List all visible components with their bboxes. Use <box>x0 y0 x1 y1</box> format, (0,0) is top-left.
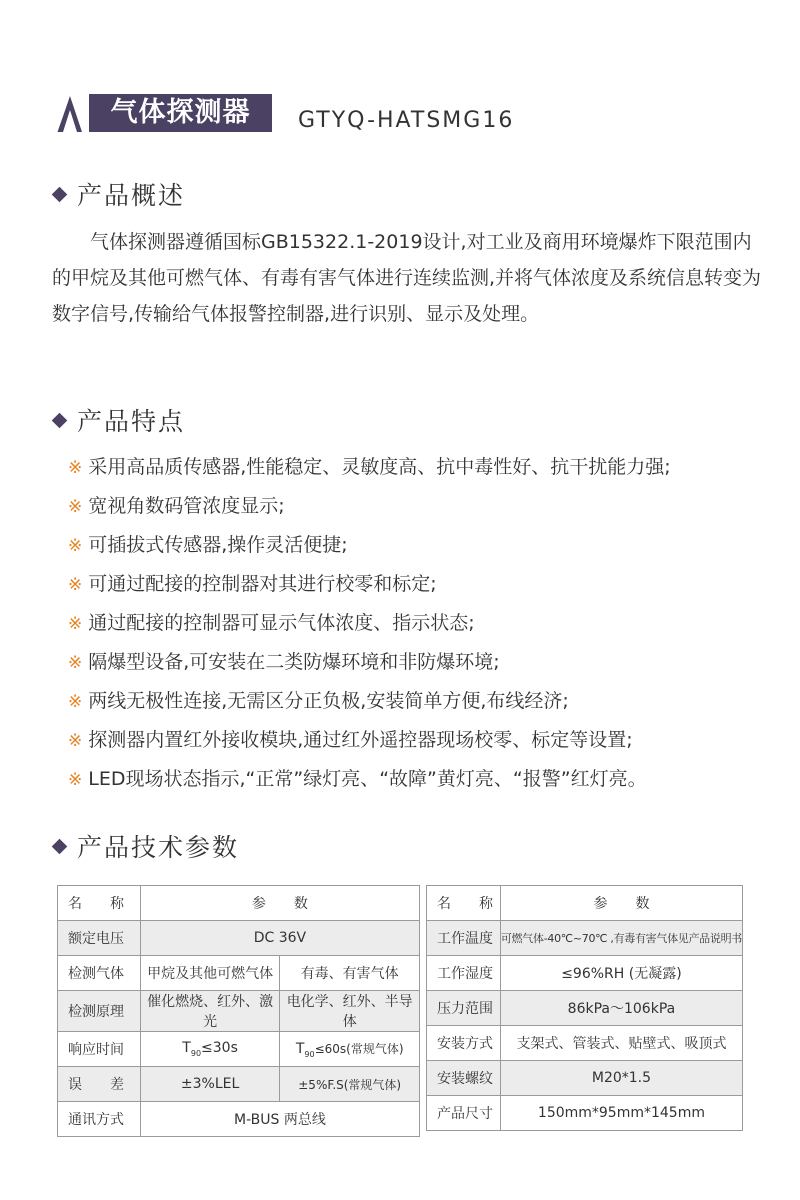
table-row: 额定电压 DC 36V <box>58 921 420 956</box>
table-row: 压力范围 86kPa～106kPa <box>427 991 743 1026</box>
section-title: 产品特点 <box>77 407 186 436</box>
specs-heading <box>52 828 239 864</box>
brand-logo-icon <box>57 94 83 134</box>
table-header-param: 参 数 <box>500 886 742 921</box>
reference-mark-icon: ※ <box>68 692 83 712</box>
reference-mark-icon: ※ <box>68 770 83 790</box>
table-row <box>427 886 743 921</box>
table-header-param: 参 数 <box>140 886 419 921</box>
table-header-name: 名 称 <box>58 886 141 921</box>
reference-mark-icon: ※ <box>68 614 83 634</box>
reference-mark-icon: ※ <box>68 497 83 517</box>
list-item: ※ 两线无极性连接,无需区分正负极,安装简单方便,布线经济; <box>68 690 569 712</box>
reference-mark-icon: ※ <box>68 458 83 478</box>
diamond-bullet-icon <box>52 186 68 202</box>
list-item: ※ 可通过配接的控制器对其进行校零和标定; <box>68 573 437 595</box>
table-row: 工作温度 可燃气体-40℃~70℃ ,有毒有害气体见产品说明书 <box>427 921 743 956</box>
overview-text: 气体探测器遵循国标GB15322.1-2019设计,对工业及商用环境爆炸下限范围内的甲烷及其他可燃气体、有毒有害气体进行连续监测,并将气体浓度及系统信息转变为数字信号,传输给气体报警控制器,进行识别、显示及处理。 <box>52 231 762 325</box>
list-item: ※ 采用高品质传感器,性能稳定、灵敏度高、抗中毒性好、抗干扰能力强; <box>68 456 671 478</box>
diamond-bullet-icon <box>52 838 68 854</box>
table-row: 安装螺纹 M20*1.5 <box>427 1061 743 1096</box>
section-title: 产品技术参数 <box>77 833 240 862</box>
table-row: 通讯方式 M-BUS 两总线 <box>58 1102 420 1137</box>
reference-mark-icon: ※ <box>68 653 83 673</box>
list-item: ※ LED现场状态指示,“正常”绿灯亮、“故障”黄灯亮、“报警”红灯亮。 <box>68 768 647 790</box>
page-title: 气体探测器 <box>89 94 272 132</box>
list-item: ※ 宽视角数码管浓度显示; <box>68 495 285 517</box>
table-row: 误 差 ±3%LEL ±5%F.S(常规气体) <box>58 1067 420 1102</box>
table-row: 检测气体 甲烷及其他可燃气体 有毒、有害气体 <box>58 956 420 991</box>
overview-heading <box>52 176 185 212</box>
reference-mark-icon: ※ <box>68 731 83 751</box>
table-row: 检测原理 催化燃烧、红外、激光 电化学、红外、半导体 <box>58 991 420 1032</box>
response-time-a: $T_{90}\le 30s$ <box>140 1032 280 1067</box>
list-item: ※ 通过配接的控制器可显示气体浓度、指示状态; <box>68 612 475 634</box>
diamond-bullet-icon <box>52 412 68 428</box>
spec-table-right <box>426 885 743 1131</box>
features-heading <box>52 402 185 438</box>
reference-mark-icon: ※ <box>68 575 83 595</box>
section-title: 产品概述 <box>77 181 186 210</box>
table-row: 工作湿度 ≤96%RH (无凝露) <box>427 956 743 991</box>
list-item: ※ 可插拔式传感器,操作灵活便捷; <box>68 534 348 556</box>
table-row: 响应时间 $T_{90}\le 30s$ $T_{90}\le 60s$(常规气体) <box>58 1032 420 1067</box>
features-list <box>68 448 768 799</box>
response-time-b: $T_{90}\le 60s$(常规气体) <box>280 1032 420 1067</box>
spec-table-left <box>57 885 420 1137</box>
reference-mark-icon: ※ <box>68 536 83 556</box>
list-item: ※ 隔爆型设备,可安装在二类防爆环境和非防爆环境; <box>68 651 500 673</box>
list-item: ※ 探测器内置红外接收模块,通过红外遥控器现场校零、标定等设置; <box>68 729 633 751</box>
table-row <box>58 886 420 921</box>
table-header-name: 名 称 <box>427 886 501 921</box>
table-row: 产品尺寸 150mm*95mm*145mm <box>427 1096 743 1131</box>
model-number: GTYQ-HATSMG16 <box>298 108 515 133</box>
table-row: 安装方式 支架式、管装式、贴壁式、吸顶式 <box>427 1026 743 1061</box>
